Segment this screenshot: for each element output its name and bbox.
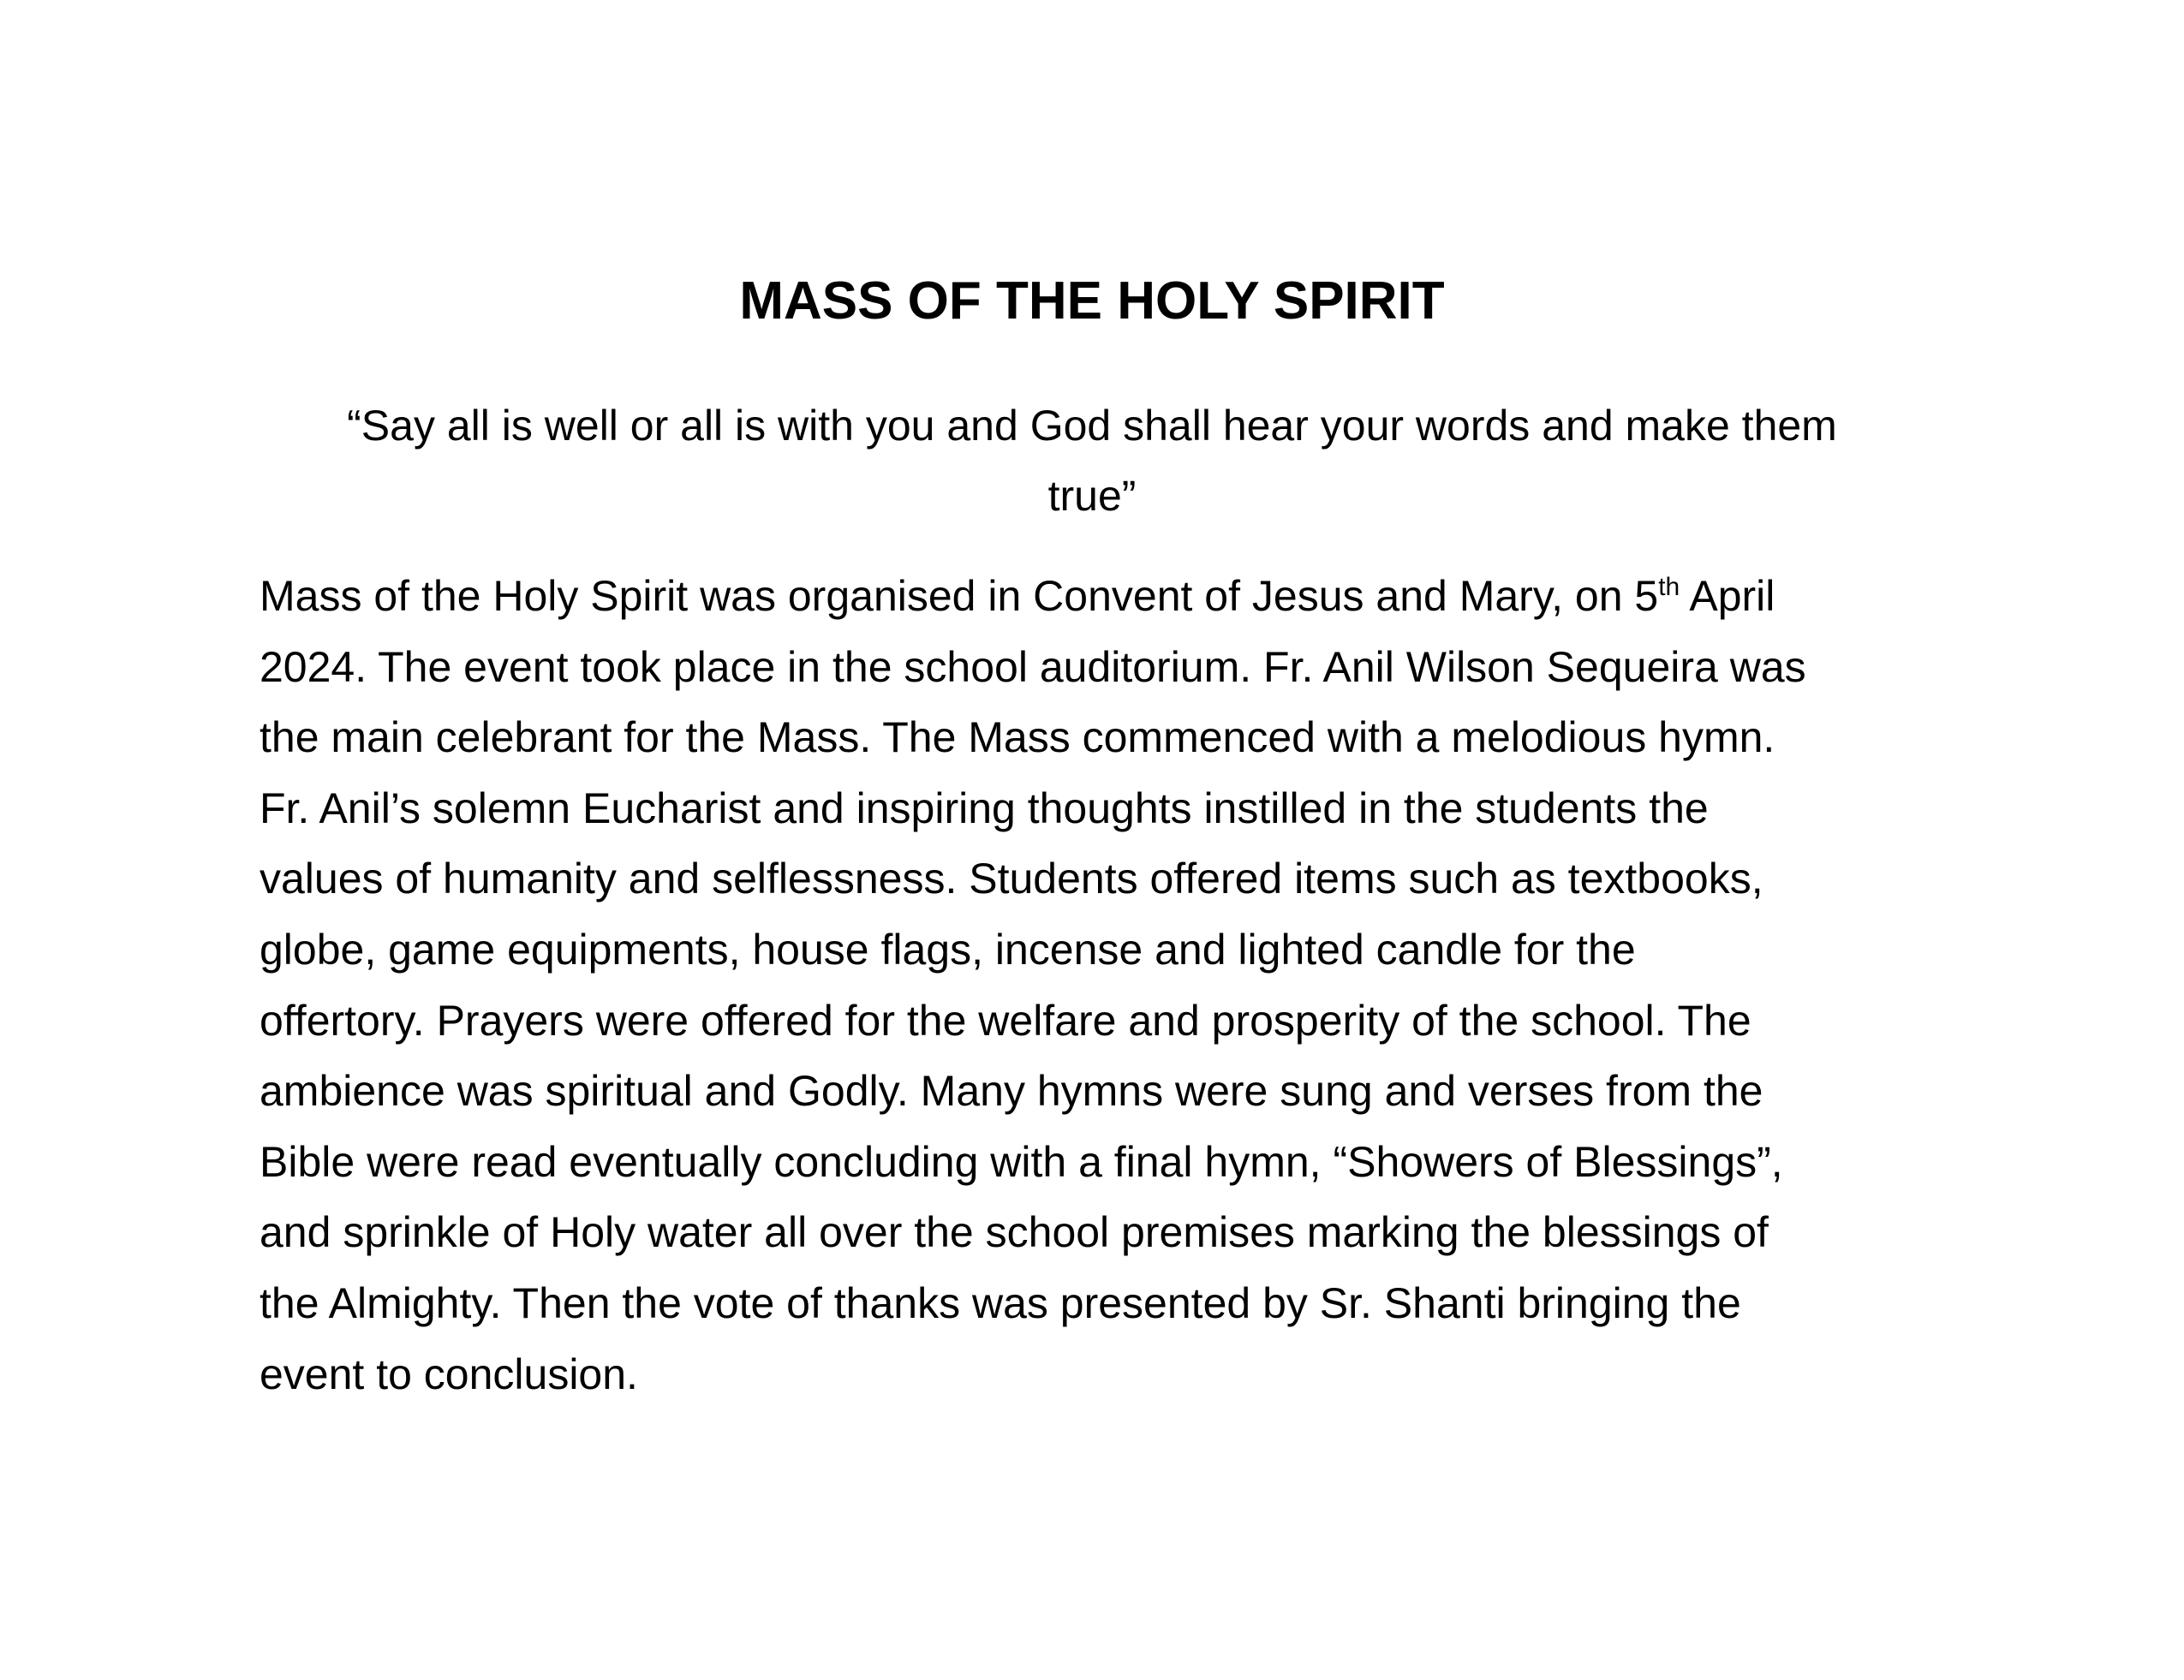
quote-line: “Say all is well or all is with you and God shall hear your words and make them: [347, 402, 1837, 450]
paragraph-line: ambience was spiritual and Godly. Many hymns were sung and verses from the: [260, 1067, 1763, 1116]
paragraph-line: globe, game equipments, house flags, incense and lighted candle for the: [260, 925, 1636, 974]
opening-quote: [283, 390, 1901, 531]
paragraph-line: values of humanity and selflessness. Students offered items such as textbooks,: [260, 855, 1763, 903]
paragraph-line: Fr. Anil’s solemn Eucharist and inspiring thoughts instilled in the students the: [260, 783, 1709, 832]
paragraph-line: the main celebrant for the Mass. The Mass commenced with a melodious hymn.: [260, 713, 1775, 762]
paragraph-line: 2024. The event took place in the school auditorium. Fr. Anil Wilson Sequeira was: [260, 642, 1806, 691]
paragraph-line: offertory. Prayers were offered for the welfare and prosperity of the school. The: [260, 996, 1751, 1045]
ordinal-suffix: th: [1658, 573, 1680, 601]
document-title: MASS OF THE HOLY SPIRIT: [739, 271, 1445, 331]
paragraph-line: Bible were read eventually concluding with a final hymn, “Showers of Blessings”,: [260, 1137, 1783, 1186]
paragraph-line: event to conclusion.: [260, 1349, 638, 1398]
paragraph-text: April: [1680, 572, 1775, 620]
paragraph-line: and sprinkle of Holy water all over the school premises marking the blessings of: [260, 1208, 1769, 1257]
paragraph-line: the Almighty. Then the vote of thanks was presented by Sr. Shanti bringing the: [260, 1278, 1741, 1327]
quote-line: true”: [1047, 472, 1137, 520]
paragraph-line: [260, 561, 1938, 632]
paragraph-text: Mass of the Holy Spirit was organised in Convent of Jesus and Mary, on 5: [260, 572, 1659, 620]
body-paragraph: [260, 561, 1938, 1409]
